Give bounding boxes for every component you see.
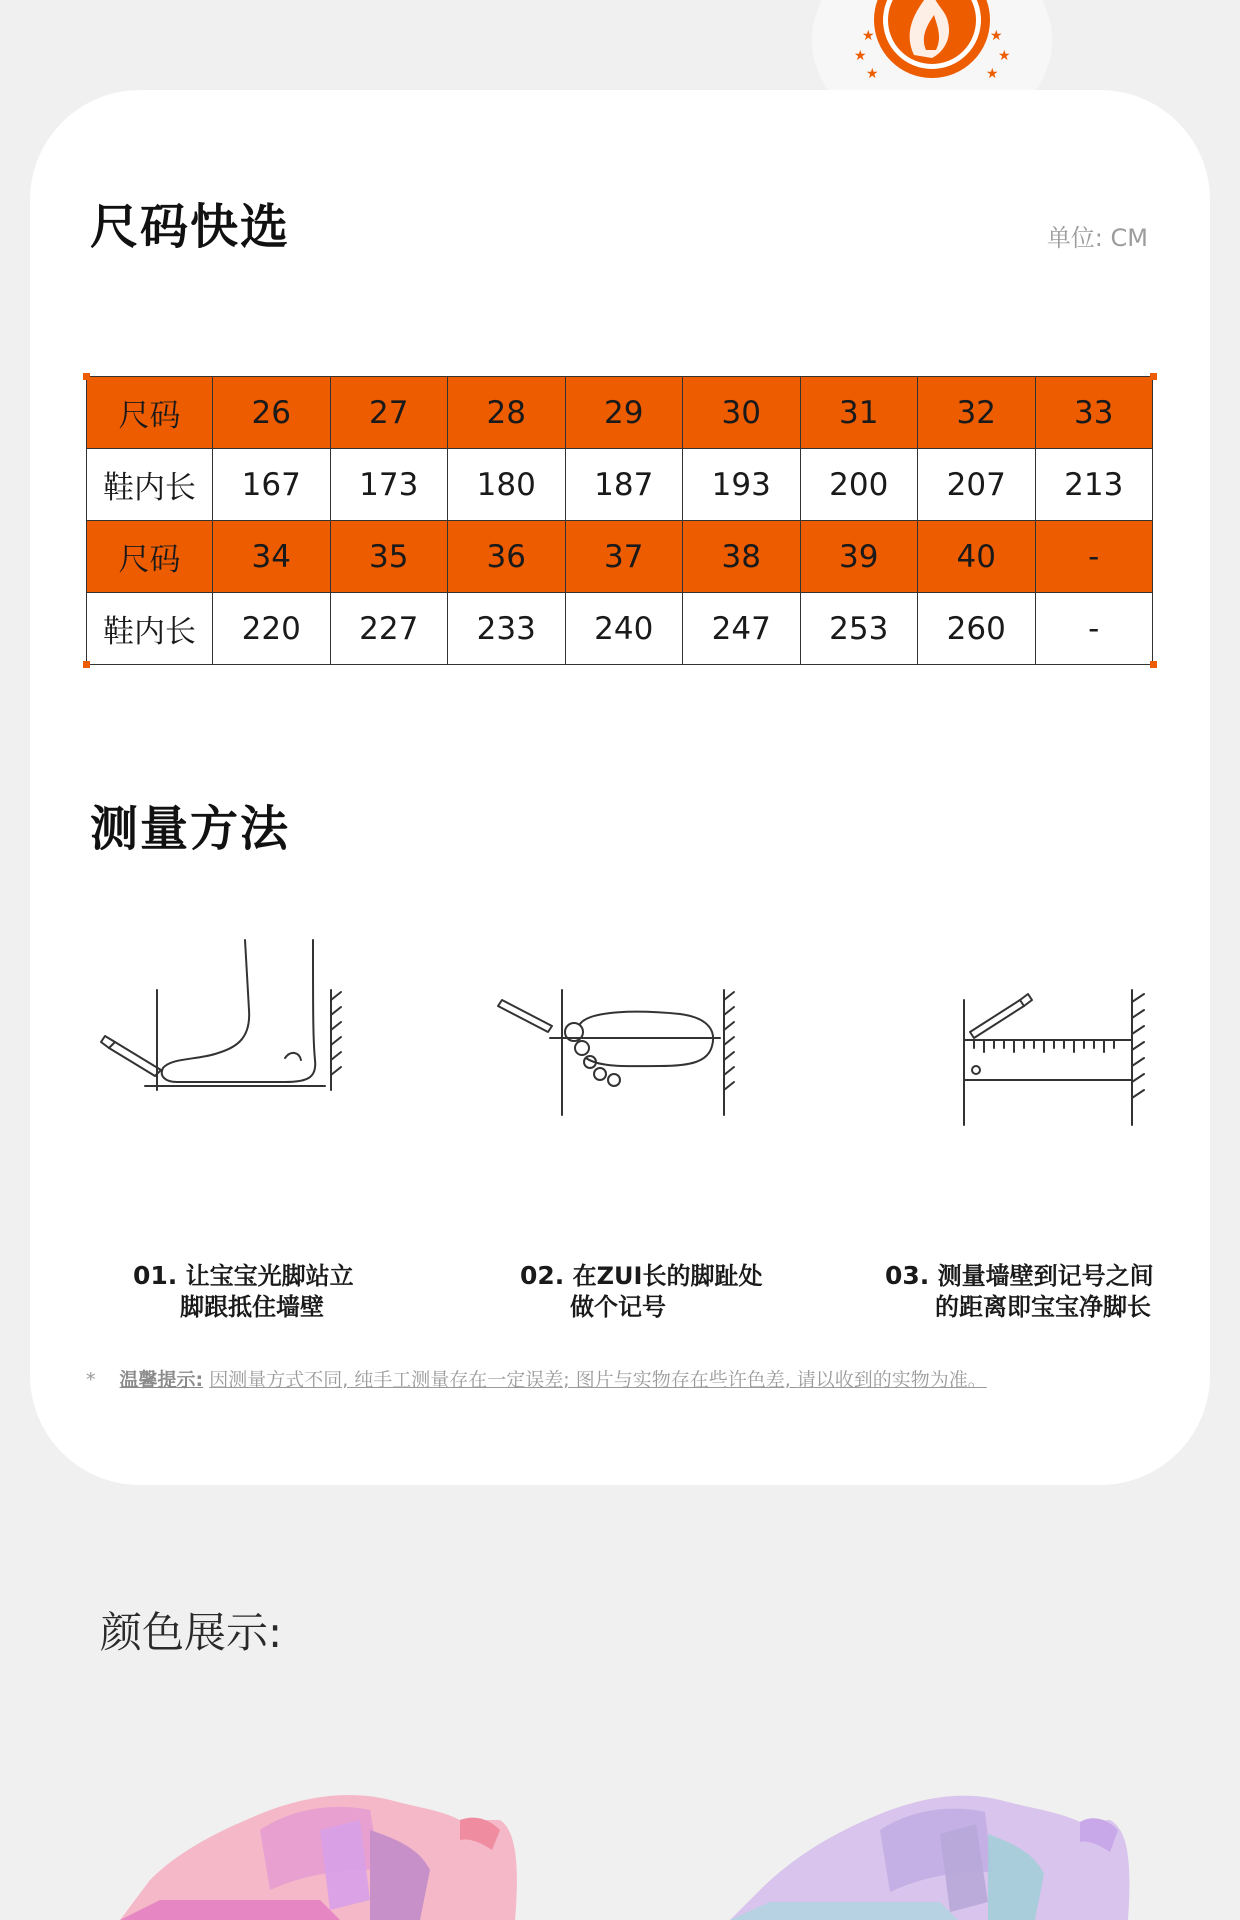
table-corner-mark	[83, 661, 90, 668]
length-cell: 200	[800, 449, 918, 521]
size-table	[86, 376, 1153, 665]
length-cell: 227	[330, 593, 448, 665]
size-cell: 28	[448, 377, 566, 449]
step-1-number: 01.	[133, 1261, 178, 1290]
length-cell: 233	[448, 593, 566, 665]
size-cell: 37	[565, 521, 683, 593]
length-cell: 167	[213, 449, 331, 521]
step-2-line1: 在ZUI长的脚趾处	[572, 1262, 763, 1290]
inner-length-row	[87, 593, 1153, 665]
svg-text:★: ★	[854, 48, 867, 64]
table-corner-mark	[1150, 661, 1157, 668]
step-3-line2: 的距离即宝宝净脚长	[935, 1293, 1151, 1321]
pink-shoe-image	[120, 1790, 540, 1920]
size-cell: 32	[918, 377, 1036, 449]
length-cell: 213	[1035, 449, 1153, 521]
length-cell: 240	[565, 593, 683, 665]
size-header-row	[87, 521, 1153, 593]
tip-note	[86, 1365, 987, 1392]
size-cell: 27	[330, 377, 448, 449]
table-corner-mark	[1150, 373, 1157, 380]
measure-step-2	[490, 970, 790, 1321]
step-3-line1: 测量墙壁到记号之间	[937, 1262, 1154, 1290]
foot-standing-icon	[85, 930, 345, 1100]
length-cell: -	[1035, 593, 1153, 665]
step-2-number: 02.	[520, 1261, 565, 1290]
purple-shoe-image	[730, 1790, 1150, 1920]
length-cell: 260	[918, 593, 1036, 665]
table-corner-mark	[83, 373, 90, 380]
size-cell: 40	[918, 521, 1036, 593]
length-cell: 253	[800, 593, 918, 665]
row-label: 尺码	[87, 521, 213, 593]
tip-label: 温馨提示:	[119, 1369, 204, 1391]
svg-text:★: ★	[998, 48, 1011, 64]
size-cell: 29	[565, 377, 683, 449]
size-cell: 34	[213, 521, 331, 593]
color-section-title: 颜色展示:	[100, 1608, 283, 1657]
step-3-number: 03.	[885, 1261, 930, 1290]
inner-length-row	[87, 449, 1153, 521]
step-1-line2: 脚跟抵住墙壁	[180, 1293, 324, 1321]
row-label: 尺码	[87, 377, 213, 449]
size-guide-card	[30, 90, 1210, 1485]
length-cell: 187	[565, 449, 683, 521]
measure-section-title: 测量方法	[90, 801, 291, 857]
tip-text: 因测量方式不同, 纯手工测量存在一定误差; 图片与实物存在些许色差, 请以收到的实物为准。	[209, 1369, 987, 1391]
size-cell: 30	[683, 377, 801, 449]
length-cell: 247	[683, 593, 801, 665]
length-cell: 193	[683, 449, 801, 521]
svg-text:★: ★	[986, 66, 999, 82]
length-cell: 207	[918, 449, 1036, 521]
row-label: 鞋内长	[87, 593, 213, 665]
svg-text:★: ★	[990, 28, 1003, 44]
measure-step-1	[85, 930, 385, 1321]
foot-top-view-icon	[490, 970, 740, 1120]
size-header-row	[87, 377, 1153, 449]
step-2-line2: 做个记号	[570, 1293, 666, 1321]
length-cell: 180	[448, 449, 566, 521]
size-cell: 35	[330, 521, 448, 593]
size-cell: 33	[1035, 377, 1153, 449]
size-cell: 39	[800, 521, 918, 593]
size-cell: 38	[683, 521, 801, 593]
svg-text:★: ★	[862, 28, 875, 44]
size-cell: 31	[800, 377, 918, 449]
size-cell: 36	[448, 521, 566, 593]
svg-text:★: ★	[866, 66, 879, 82]
measure-step-3	[885, 950, 1230, 1321]
length-cell: 173	[330, 449, 448, 521]
tip-star: *	[86, 1369, 96, 1391]
step-1-line1: 让宝宝光脚站立	[185, 1262, 354, 1290]
row-label: 鞋内长	[87, 449, 213, 521]
length-cell: 220	[213, 593, 331, 665]
size-section-title: 尺码快选	[90, 199, 291, 255]
size-cell: -	[1035, 521, 1153, 593]
size-cell: 26	[213, 377, 331, 449]
ruler-measure-icon	[930, 950, 1160, 1130]
unit-label: 单位: CM	[1046, 224, 1148, 252]
